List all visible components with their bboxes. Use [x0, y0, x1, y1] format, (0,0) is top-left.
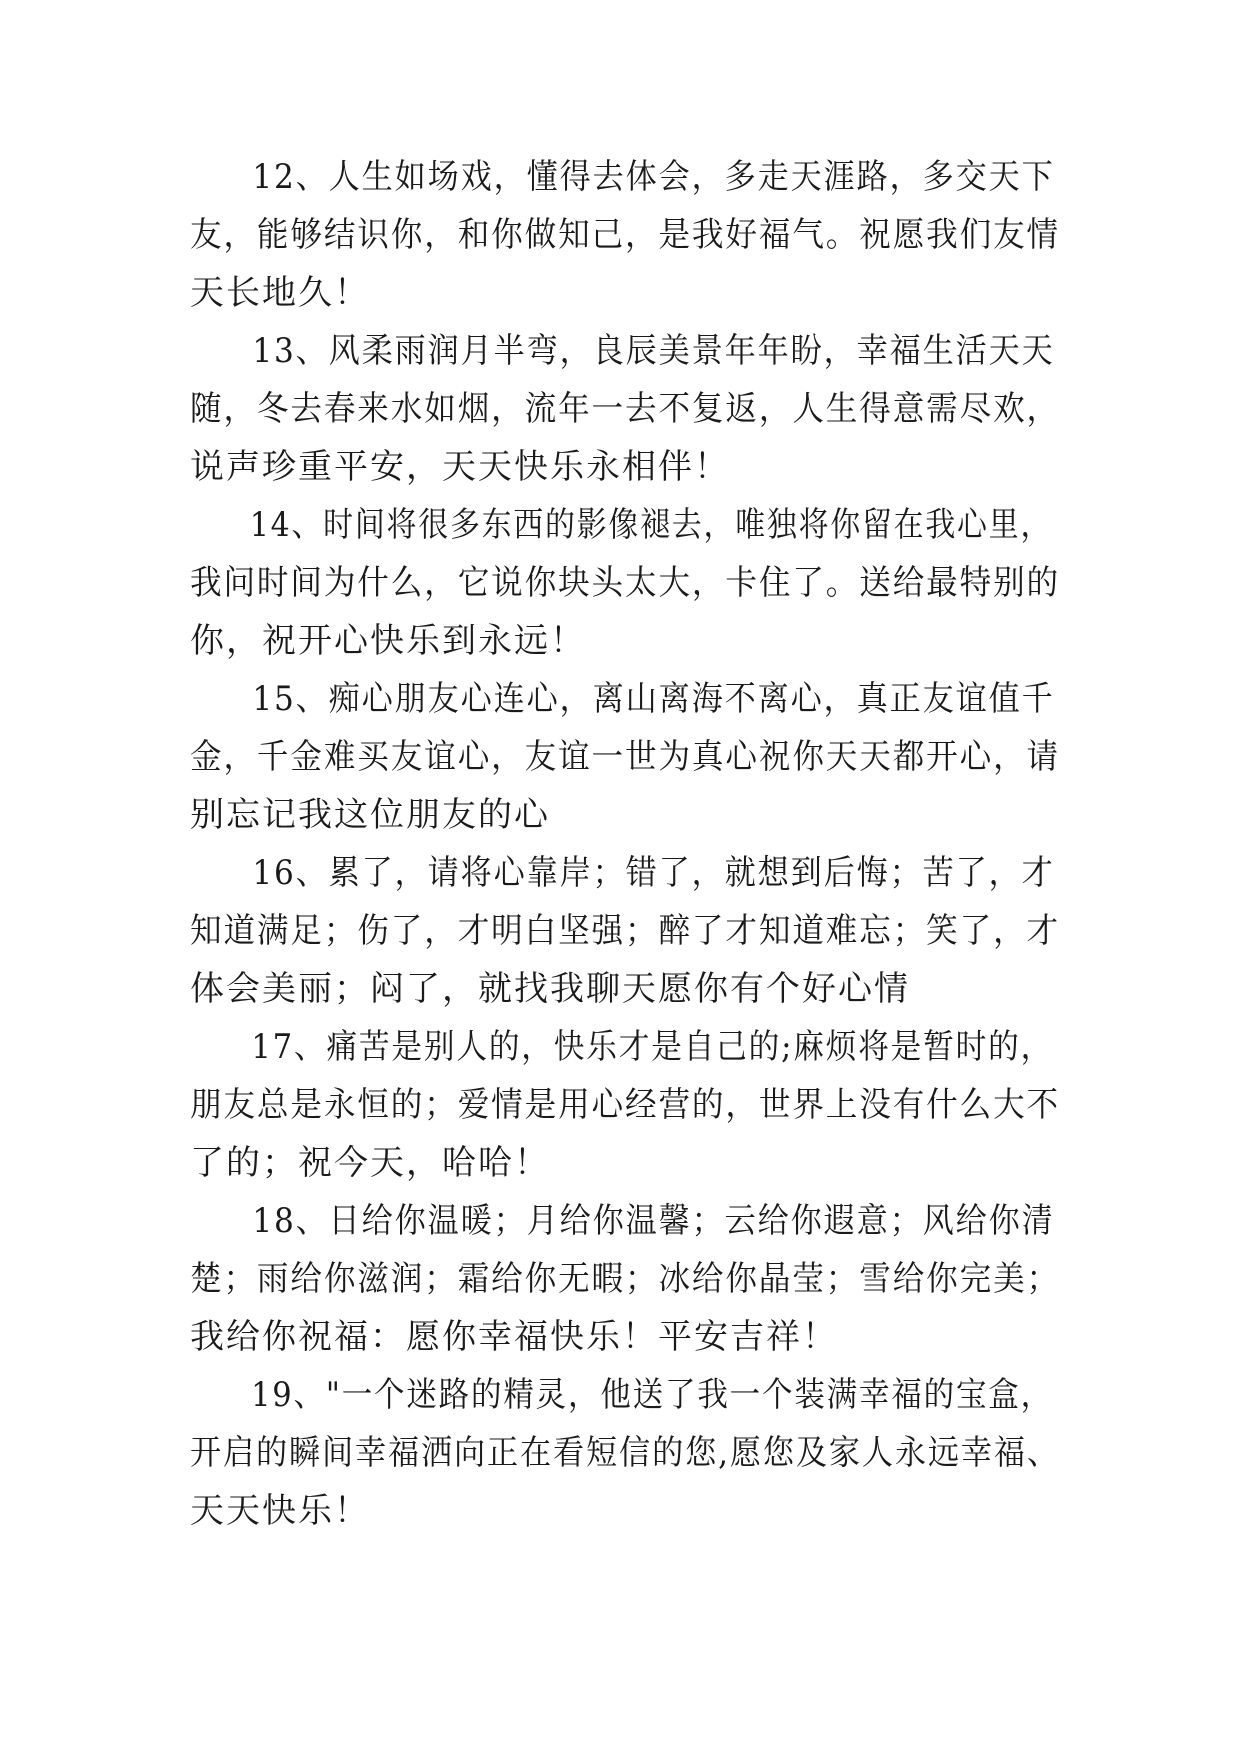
text-line: 16、累了，请将心靠岸；错了，就想到后悔；苦了，才 [252, 853, 1055, 893]
paragraph-18 [190, 1192, 1060, 1366]
paragraph-14 [190, 496, 1060, 670]
text-line: 19、"一个迷路的精灵，他送了我一个装满幸福的宝盒， [251, 1375, 1053, 1415]
text-line: 天天快乐！ [190, 1491, 370, 1531]
text-line: 15、痴心朋友心连心，离山离海不离心，真正友谊值千 [252, 679, 1055, 719]
text-line: 了的；祝今天，哈哈！ [190, 1143, 550, 1183]
paragraph-19 [190, 1366, 1060, 1540]
text-line: 18、日给你温暖；月给你温馨；云给你遐意；风给你清 [252, 1201, 1055, 1241]
text-line: 知道满足；伤了，才明白坚强；醉了才知道难忘；笑了，才 [190, 911, 1061, 951]
text-line: 说声珍重平安，天天快乐永相伴！ [190, 447, 730, 487]
paragraph-17 [190, 1018, 1060, 1192]
document-body [190, 148, 1060, 1540]
text-line: 开启的瞬间幸福洒向正在看短信的您,愿您及家人永远幸福、 [190, 1433, 1060, 1473]
text-line: 楚；雨给你滋润；霜给你无暇；冰给你晶莹；雪给你完美； [190, 1259, 1061, 1299]
text-line: 别忘记我这位朋友的心 [190, 795, 550, 835]
paragraph-12 [190, 148, 1060, 322]
text-line: 13、风柔雨润月半弯，良辰美景年年盼，幸福生活天天 [252, 331, 1055, 371]
text-line: 朋友总是永恒的；爱情是用心经营的，世界上没有什么大不 [190, 1085, 1061, 1125]
paragraph-13 [190, 322, 1060, 496]
text-line: 14、时间将很多东西的影像褪去，唯独将你留在我心里， [249, 505, 1053, 545]
text-line: 我给你祝福：愿你幸福快乐！平安吉祥！ [190, 1317, 838, 1357]
paragraph-15 [190, 670, 1060, 844]
text-line: 17、痛苦是别人的，快乐才是自己的;麻烦将是暂时的， [251, 1027, 1054, 1067]
text-line: 天长地久！ [190, 273, 370, 313]
text-line: 友，能够结识你，和你做知己，是我好福气。祝愿我们友情 [190, 215, 1061, 255]
text-line: 我问时间为什么，它说你块头太大，卡住了。送给最特别的 [190, 563, 1061, 603]
text-line: 体会美丽；闷了，就找我聊天愿你有个好心情 [190, 969, 910, 1009]
text-line: 随，冬去春来水如烟，流年一去不复返，人生得意需尽欢， [190, 389, 1061, 429]
text-line: 12、人生如场戏，懂得去体会，多走天涯路，多交天下 [252, 157, 1055, 197]
paragraph-16 [190, 844, 1060, 1018]
text-line: 金，千金难买友谊心，友谊一世为真心祝你天天都开心，请 [190, 737, 1061, 777]
text-line: 你，祝开心快乐到永远！ [190, 621, 586, 661]
